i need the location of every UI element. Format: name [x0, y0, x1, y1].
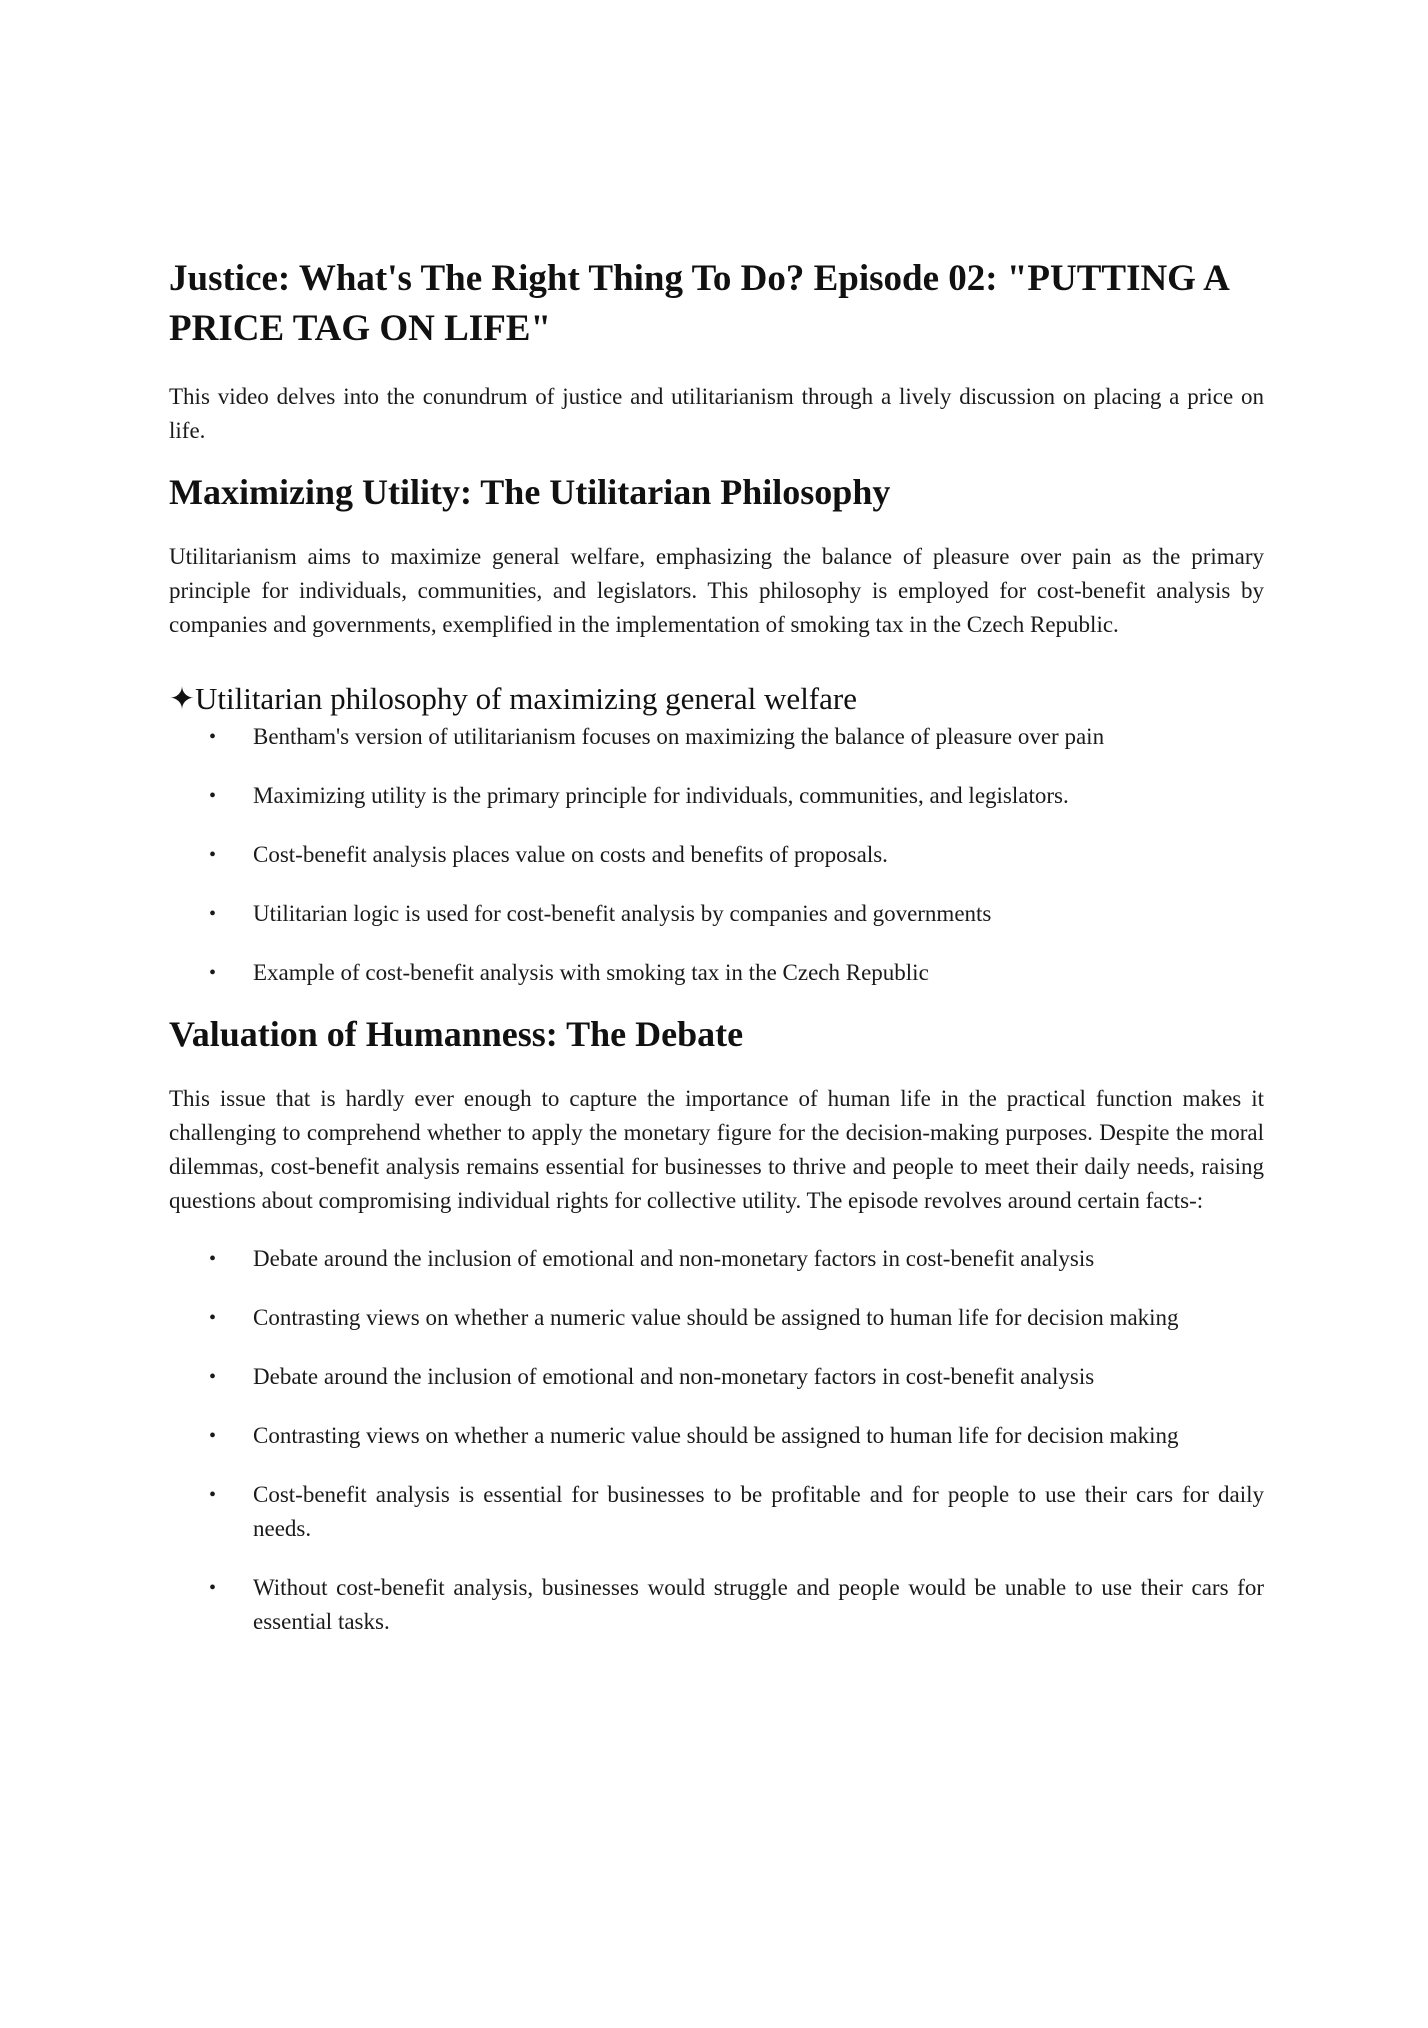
list-item-text: Debate around the inclusion of emotional and non-monetary factors in cost-benefit analysis — [253, 1246, 1095, 1271]
section-heading-humanness: Valuation of Humanness: The Debate — [169, 1014, 744, 1054]
list-item — [169, 1301, 1264, 1335]
section-heading-utility: Maximizing Utility: The Utilitarian Philosophy — [169, 472, 891, 512]
list-item — [169, 1478, 1264, 1546]
list-item — [169, 1419, 1264, 1453]
list-item-text: Example of cost-benefit analysis with smoking tax in the Czech Republic — [253, 960, 929, 985]
bullet-list-debate — [169, 1242, 1264, 1639]
list-item-text: Without cost-benefit analysis, businesses would struggle and people would be unable to use their cars for essential tasks. — [253, 1575, 1264, 1634]
list-item-text: Cost-benefit analysis is essential for businesses to be profitable and for people to use their cars for daily needs. — [253, 1482, 1264, 1541]
list-item — [169, 838, 1264, 872]
bullet-icon: • — [209, 1577, 217, 1599]
list-item — [169, 779, 1264, 813]
bullet-icon: • — [209, 1366, 217, 1388]
bullet-icon: • — [209, 844, 217, 866]
bullet-icon: • — [209, 962, 217, 984]
subheading-welfare — [169, 680, 1264, 718]
list-item-text: Cost-benefit analysis places value on costs and benefits of proposals. — [253, 842, 888, 867]
bullet-icon: • — [209, 726, 217, 748]
list-item-text: Maximizing utility is the primary principle for individuals, communities, and legislators. — [253, 783, 1069, 808]
list-item-text: Bentham's version of utilitarianism focuses on maximizing the balance of pleasure over pain — [253, 724, 1105, 749]
list-item — [169, 1571, 1264, 1639]
list-item-text: Utilitarian logic is used for cost-benefit analysis by companies and governments — [253, 901, 992, 926]
bullet-icon: • — [209, 903, 217, 925]
subheading-text: Utilitarian philosophy of maximizing general welfare — [194, 681, 857, 716]
section-paragraph-humanness: This issue that is hardly ever enough to capture the importance of human life in the practical function makes it challenging to comprehend whether to apply the monetary figure for the decision-making purposes. Despite the moral dilemmas, cost-benefit analysis remains essential for businesses to thrive and people to meet their daily needs, raising questions about compromising individual rights for collective utility. The episode revolves around certain facts-: — [169, 1086, 1264, 1213]
section-paragraph-utility: Utilitarianism aims to maximize general welfare, emphasizing the balance of pleasure over pain as the primary principle for individuals, communities, and legislators. This philosophy is employed for cost-benefit analysis by companies and governments, exemplified in the implementation of smoking tax in the Czech Republic. — [169, 544, 1264, 637]
list-item — [169, 897, 1264, 931]
bullet-icon: • — [209, 1307, 217, 1329]
list-item — [169, 956, 1264, 990]
list-item-text: Debate around the inclusion of emotional and non-monetary factors in cost-benefit analysis — [253, 1364, 1095, 1389]
bullet-icon: • — [209, 1484, 217, 1506]
document-title: Justice: What's The Right Thing To Do? Episode 02: "PUTTING A PRICE TAG ON LIFE" — [169, 258, 1228, 349]
document-page — [169, 254, 1264, 1664]
list-item — [169, 1360, 1264, 1394]
four-point-star-icon: ✦ — [169, 681, 195, 716]
bullet-icon: • — [209, 1425, 217, 1447]
intro-paragraph: This video delves into the conundrum of justice and utilitarianism through a lively discussion on placing a price on life. — [169, 384, 1264, 443]
bullet-icon: • — [209, 1248, 217, 1270]
list-item-text: Contrasting views on whether a numeric value should be assigned to human life for decision making — [253, 1423, 1179, 1448]
list-item-text: Contrasting views on whether a numeric value should be assigned to human life for decision making — [253, 1305, 1179, 1330]
bullet-list-utility — [169, 720, 1264, 990]
list-item — [169, 720, 1264, 754]
list-item — [169, 1242, 1264, 1276]
bullet-icon: • — [209, 785, 217, 807]
